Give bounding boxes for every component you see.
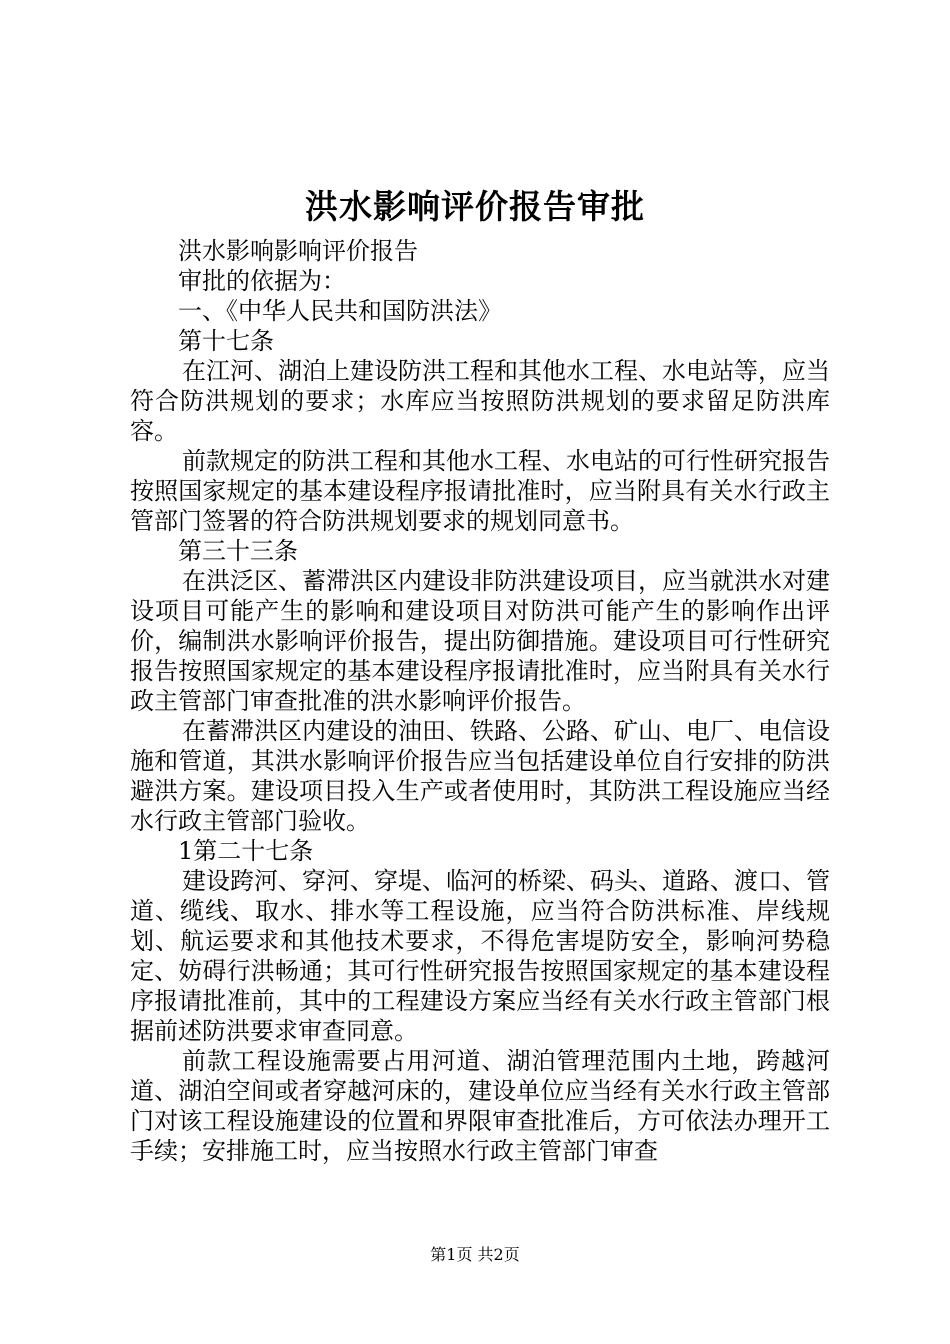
paragraph-article-27-text-1: 建设跨河、穿河、穿堤、临河的桥梁、码头、道路、渡口、管道、缆线、取水、排水等工程设施，应当符合防洪标准、岸线规划、航运要求和其他技术要求，不得危害堤防安全，影响河势稳定、妨碍行洪畅通；其可行性研究报告按照国家规定的基本建设程序报请批准前，其中的工程建设方案应当经有关水行政主管部门根据前述防洪要求审查同意。 — [130, 867, 830, 1045]
paragraph-article-27-text-2: 前款工程设施需要占用河道、湖泊管理范围内土地，跨越河道、湖泊空间或者穿越河床的，建设单位应当经有关水行政主管部门对该工程设施建设的位置和界限审查批准后，方可依法办理开工手续；安排施工时，应当按照水行政主管部门审查 — [130, 1047, 830, 1165]
paragraph-article-17: 第十七条 — [178, 327, 274, 355]
paragraph-article-17-text-1: 在江河、湖泊上建设防洪工程和其他水工程、水电站等，应当符合防洪规划的要求；水库应当按照防洪规划的要求留足防洪库容。 — [130, 357, 830, 445]
page-number-footer: 第1页 共2页 — [430, 1245, 520, 1264]
paragraph-law-title: 一、《中华人民共和国防洪法》 — [178, 297, 502, 325]
document-title: 洪水影响评价报告审批 — [305, 187, 645, 226]
paragraph-article-33-text-2: 在蓄滞洪区内建设的油田、铁路、公路、矿山、电厂、电信设施和管道，其洪水影响评价报告应当包括建设单位自行安排的防洪避洪方案。建设项目投入生产或者使用时，其防洪工程设施应当经水行政主管部门验收。 — [130, 717, 830, 835]
paragraph-article-33: 第三十三条 — [178, 537, 298, 565]
paragraph-heading-report: 洪水影响影响评价报告 — [178, 237, 418, 265]
paragraph-article-17-text-2: 前款规定的防洪工程和其他水工程、水电站的可行性研究报告按照国家规定的基本建设程序报请批准时，应当附具有关水行政主管部门签署的符合防洪规划要求的规划同意书。 — [130, 447, 830, 535]
paragraph-article-27: 1第二十七条 — [178, 837, 314, 865]
paragraph-article-33-text-1: 在洪泛区、蓄滞洪区内建设非防洪建设项目，应当就洪水对建设项目可能产生的影响和建设项目对防洪可能产生的影响作出评价，编制洪水影响评价报告，提出防御措施。建设项目可行性研究报告按照国家规定的基本建设程序报请批准时，应当附具有关水行政主管部门审查批准的洪水影响评价报告。 — [130, 567, 830, 715]
paragraph-basis: 审批的依据为： — [178, 267, 346, 295]
document-body — [130, 236, 830, 1166]
